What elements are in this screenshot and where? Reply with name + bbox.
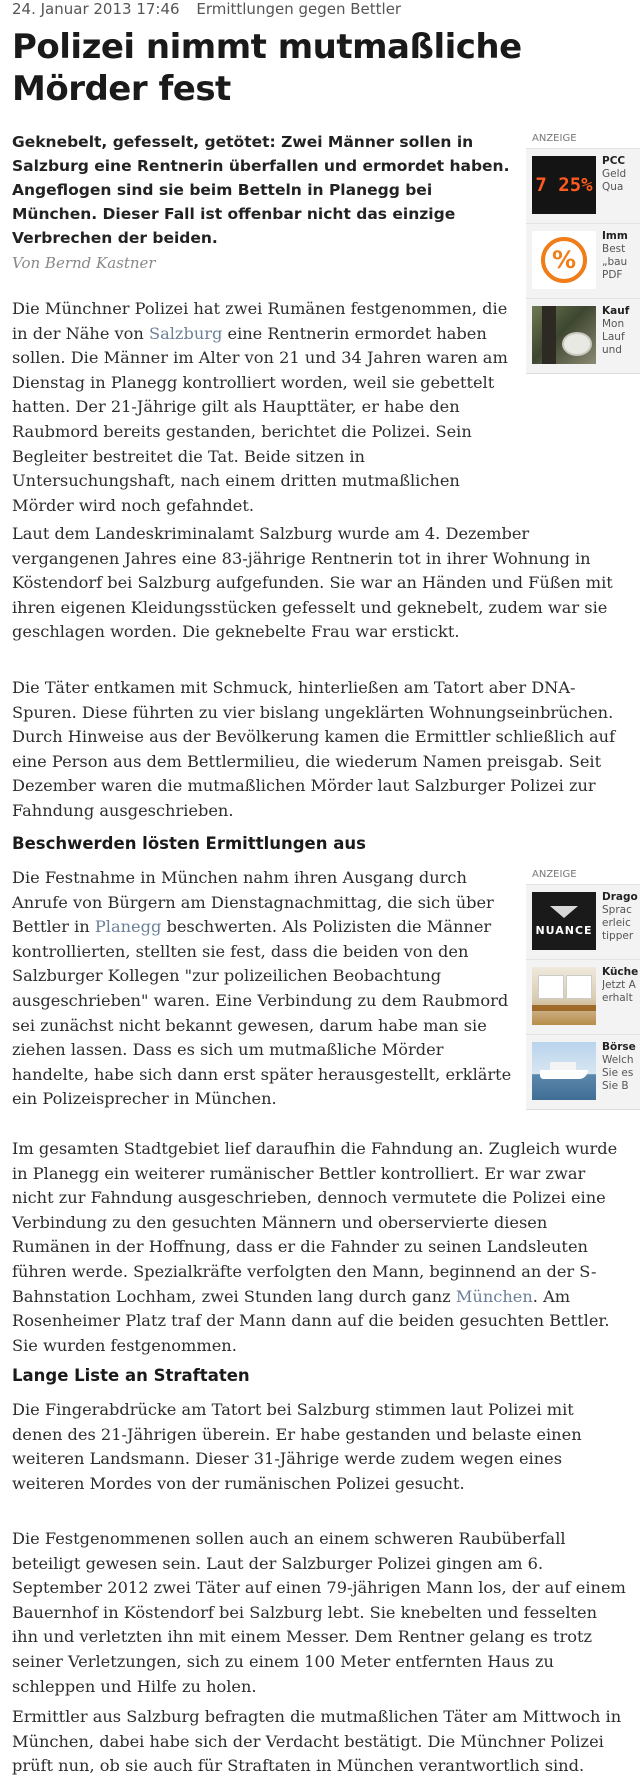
paragraph-2: Laut dem Landeskriminalamt Salzburg wurde am 4. Dezember vergangenen Jahres eine 83-jährige Rentnerin tot in ihrer Wohnung in Köstendorf bei Salzburg aufgefunden. Sie war an Händen und Füßen mit ihren eigenen Kleidungsstücken gefesselt und geknebelt, zudem war sie geschlagen worden. Die geknebelte Frau war erstickt. <box>12 524 613 642</box>
ad-item[interactable]: Küche Jetzt A erhalt <box>526 959 640 1034</box>
subheading-beschwerden: Beschwerden lösten Ermittlungen aus <box>12 834 366 853</box>
kitchen-photo <box>532 967 596 1025</box>
paragraph-1: Die Münchner Polizei hat zwei Rumänen festgenommen, die in der Nähe von Salzburg eine Rentnerin ermordet haben sollen. Die Männer im Alter von 21 und 34 Jahren waren am Dienstag in Planegg kontrolliert worden, weil sie gebettelt hatten. Der 21-Jährige gilt als Haupttäter, er habe den Raubmord bereits gestanden, berichtet die Polizei. Sein Begleiter bestreitet die Tat. Beide sitzen in Untersuchungshaft, nach einem dritten mutmaßlichen Mörder wird noch gefahndet. <box>12 299 508 515</box>
yacht-photo <box>532 1042 596 1100</box>
ad-box-middle <box>526 866 640 1110</box>
ad-label: ANZEIGE <box>532 869 577 880</box>
ad-label: ANZEIGE <box>532 133 577 144</box>
ad-item[interactable]: Börse Welch Sie es Sie B <box>526 1034 640 1109</box>
article-date: 24. Januar 2013 17:46 <box>12 0 180 18</box>
subheading-straftaten: Lange Liste an Straftaten <box>12 1366 250 1385</box>
paragraph-7: Die Festgenommenen sollen auch an einem schweren Raubüberfall beteiligt gewesen sein. Laut der Salzburger Polizei gingen am 6. September 2012 zwei Täter auf einen 79-jährigen Mann los, der auf einem Bauernhof in Köstendorf bei Salzburg lebt. Sie knebelten und fesselten ihn und verletzten ihn mit einem Messer. Dem Rentner gelang es trotz seiner Verletzungen, sich zu einem 100 Meter entfernten Haus zu schleppen und Hilfe zu holen. <box>12 1529 626 1696</box>
ad-item[interactable]: NUANCE Drago Sprac erleic tipper <box>526 884 640 959</box>
paragraph-5: Im gesamten Stadtgebiet lief daraufhin die Fahndung an. Zugleich wurde in Planegg ein weiterer rumänischer Bettler kontrolliert. Er war zwar nicht zur Fahndung ausgeschrieben, dennoch vermutete die Polizei eine Verbindung zu den gesuchten Männern und oberservierte diesen Rumänen in der Hoffnung, dass er die Fahnder zu seinen Landsleuten führen werde. Spezialkräfte verfolgten den Mann, beginnend an der S-Bahnstation Lochham, zwei Stunden lang durch ganz München. Am Rosenheimer Platz traf der Mann dann auf die beiden gesuchten Bettler. Sie wurden festgenommen. <box>12 1139 618 1355</box>
article-title: Polizei nimmt mutmaßliche Mörder fest <box>12 27 522 109</box>
rubber-tree-photo <box>532 306 596 364</box>
article-kicker <box>12 0 401 18</box>
planegg-link[interactable]: Planegg <box>94 917 162 937</box>
salzburg-link[interactable]: Salzburg <box>149 323 223 343</box>
ad-item[interactable]: Kauf Mon Lauf und <box>526 298 640 373</box>
paragraph-4: Die Festnahme in München nahm ihren Ausgang durch Anrufe von Bürgern am Dienstagnachmittag, die sich über Bettler in Planegg beschwerten. Als Polizisten die Männer kontrollierten, stellten sie fest, dass die beiden von den Salzburger Kollegen "zur polizeilichen Beobachtung ausgeschrieben" waren. Eine Verbindung zu dem Raubmord sei zunächst nicht bekannt gewesen, darum habe man sie ziehen lassen. Dass es sich um mutmaßliche Mörder handelte, habe sich dann erst später herausgestellt, erklärte ein Polizeisprecher in München. <box>12 868 512 1109</box>
paragraph-6: Die Fingerabdrücke am Tatort bei Salzburg stimmen laut Polizei mit denen des 21-Jährigen überein. Er habe gestanden und belaste einen weiteren Landsmann. Dieser 31-Jährige werde zudem wegen eines weiteren Mordes von der rumänischen Polizei gesucht. <box>12 1400 582 1493</box>
article-lead: Geknebelt, gefesselt, getötet: Zwei Männer sollen in Salzburg eine Rentnerin überfallen und ermordet haben. Angeflogen sind sie beim Betteln in Planegg bei München. Dieser Fall ist offenbar nicht das einzige Verbrechen der beiden. <box>12 133 510 247</box>
nuance-logo: NUANCE <box>532 892 596 950</box>
nuance-chevron-icon <box>550 906 578 918</box>
ad-item[interactable]: % Imm Best „bau PDF <box>526 223 640 298</box>
paragraph-3: Die Täter entkamen mit Schmuck, hinterließen am Tatort aber DNA-Spuren. Diese führten zu vier bislang ungeklärten Wohnungseinbrüchen. Durch Hinweise aus der Bevölkerung kamen die Ermittler schließlich auf eine Person aus dem Bettlermilieu, die wiederum Namen preisgab. Seit Dezember waren die mutmaßlichen Mörder laut Salzburger Polizei zur Fahndung ausgeschrieben. <box>12 678 616 820</box>
pcc-ad-thumbnail: 7 25% <box>532 156 596 214</box>
paragraph-8: Ermittler aus Salzburg befragten die mutmaßlichen Täter am Mittwoch in München, dabei habe sich der Verdacht bestätigt. Die Münchner Polizei prüft nun, ob sie auch für Straftaten in München verantwortlich sind. <box>12 1707 622 1776</box>
ad-box-top <box>526 130 640 374</box>
article-author: Von Bernd Kastner <box>12 254 156 272</box>
article-section[interactable]: Ermittlungen gegen Bettler <box>196 0 402 18</box>
ad-item[interactable]: 7 25% PCC Geld Qua <box>526 148 640 223</box>
percent-icon: % <box>532 231 596 289</box>
muenchen-link[interactable]: München <box>455 1286 533 1306</box>
